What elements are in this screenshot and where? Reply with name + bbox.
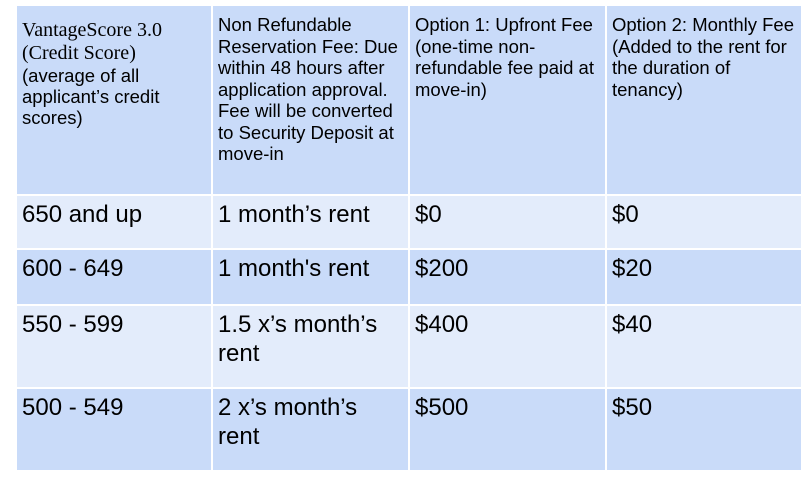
row-3-upfront: $400 <box>410 306 605 387</box>
row-3-score: 550 - 599 <box>17 306 211 387</box>
row-3-reservation: 1.5 x’s month’s rent <box>213 306 408 387</box>
header-credit-score-line2: (Credit Score) <box>22 42 136 64</box>
header-upfront-fee: Option 1: Upfront Fee (one-time non-refundable fee paid at move-in) <box>410 6 605 194</box>
row-2-score: 600 - 649 <box>17 250 211 304</box>
header-monthly-fee: Option 2: Monthly Fee (Added to the rent for the duration of tenancy) <box>607 6 801 194</box>
row-2-upfront: $200 <box>410 250 605 304</box>
row-4-upfront: $500 <box>410 389 605 470</box>
row-1-reservation: 1 month’s rent <box>213 196 408 248</box>
row-1-upfront: $0 <box>410 196 605 248</box>
header-credit-score-line3: (average of all applicant’s credit scores) <box>22 65 160 128</box>
row-4-monthly: $50 <box>607 389 801 470</box>
header-reservation-fee: Non Refundable Reservation Fee: Due within 48 hours after application approval. Fee will be converted to Security Deposit at move-in <box>213 6 408 194</box>
row-1-monthly: $0 <box>607 196 801 248</box>
row-4-reservation: 2 x’s month’s rent <box>213 389 408 470</box>
header-credit-score <box>17 6 211 194</box>
row-2-monthly: $20 <box>607 250 801 304</box>
header-credit-score-line1: VantageScore 3.0 <box>22 19 162 41</box>
fee-table <box>17 6 799 470</box>
row-3-monthly: $40 <box>607 306 801 387</box>
row-1-score: 650 and up <box>17 196 211 248</box>
row-4-score: 500 - 549 <box>17 389 211 470</box>
row-2-reservation: 1 month's rent <box>213 250 408 304</box>
